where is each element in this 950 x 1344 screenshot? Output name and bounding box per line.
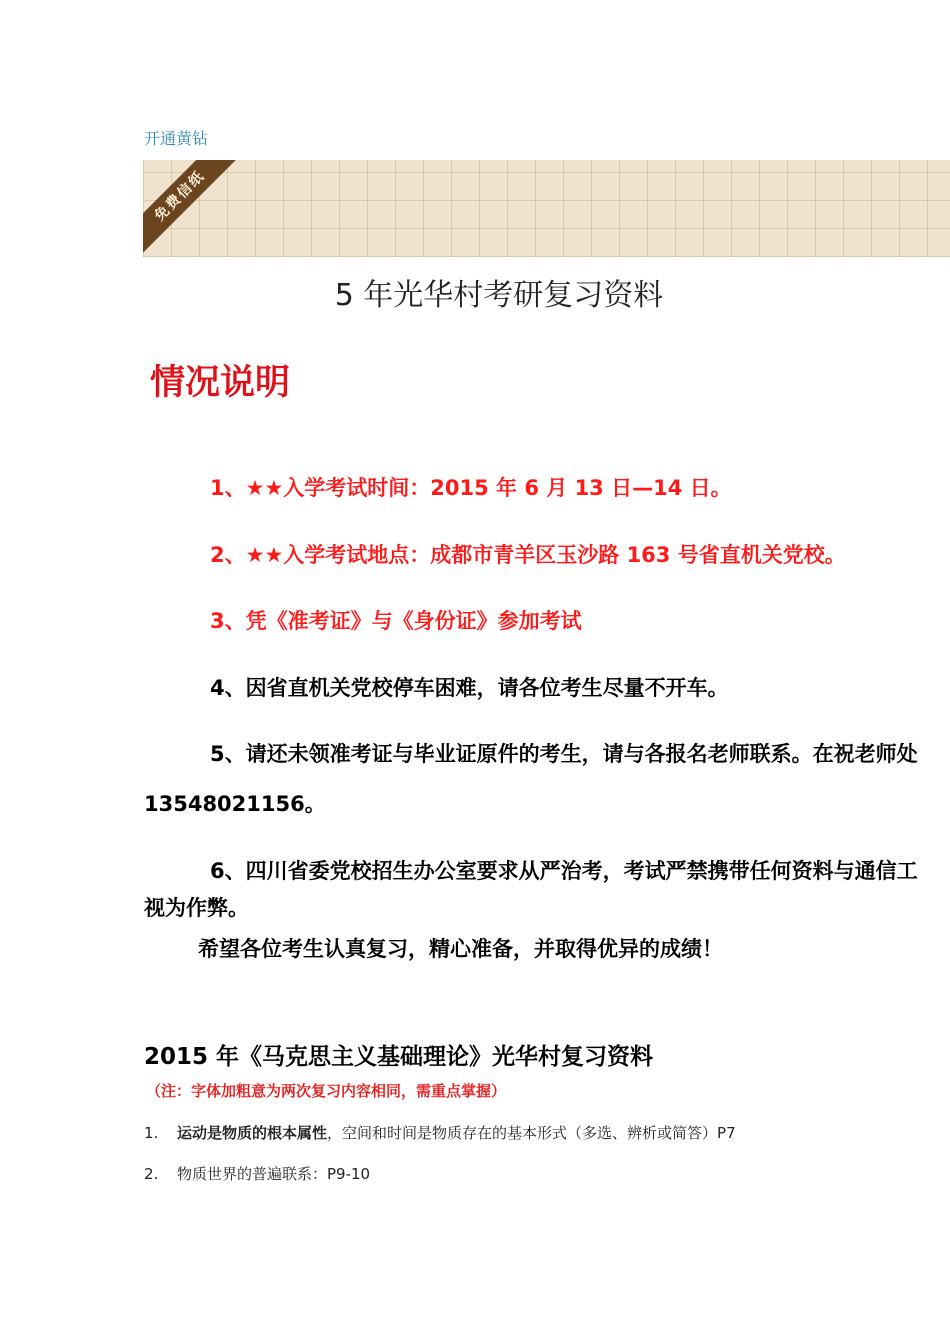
letter-paper-banner: [143, 160, 950, 257]
list-item: [144, 1163, 370, 1184]
document-title: 5 年光华村考研复习资料: [334, 278, 664, 313]
notice-item-5: 5、请还未领准考证与毕业证原件的考生，请与各报名老师联系。在祝老师处: [210, 742, 918, 766]
list-number: 2.: [144, 1165, 159, 1183]
bold-note: （注：字体加粗意为两次复习内容相同，需重点掌握）: [146, 1082, 507, 1100]
notice-item-2: 2、★★入学考试地点：成都市青羊区玉沙路 163 号省直机关党校。: [210, 543, 846, 567]
list-number: 1.: [144, 1124, 159, 1142]
list-bold-text: 运动是物质的根本属性: [177, 1124, 328, 1142]
open-yellow-diamond-link[interactable]: 开通黄钻: [144, 129, 209, 148]
list-text: ，空间和时间是物质存在的基本形式（多选、辨析或简答）P7: [327, 1124, 736, 1142]
free-stationery-ribbon: 免费信纸: [143, 160, 243, 257]
list-item: [144, 1122, 736, 1143]
subtitle: 2015 年《马克思主义基础理论》光华村复习资料: [144, 1044, 654, 1070]
section-title: 情况说明: [150, 363, 291, 403]
notice-item-4: 4、因省直机关党校停车困难，请各位考生尽量不开车。: [210, 676, 729, 700]
closing-wish: 希望各位考生认真复习，精心准备，并取得优异的成绩！: [198, 937, 723, 961]
notice-item-6: 6、四川省委党校招生办公室要求从严治考，考试严禁携带任何资料与通信工: [210, 859, 918, 883]
notice-item-6-cont: 视为作弊。: [144, 896, 249, 920]
notice-item-3: 3、凭《准考证》与《身份证》参加考试: [210, 609, 582, 633]
notice-item-5-phone: 13548021156。: [144, 792, 326, 816]
list-text: 物质世界的普遍联系：P9-10: [177, 1165, 371, 1183]
notice-item-1: 1、★★入学考试时间：2015 年 6 月 13 日—14 日。: [210, 476, 732, 500]
